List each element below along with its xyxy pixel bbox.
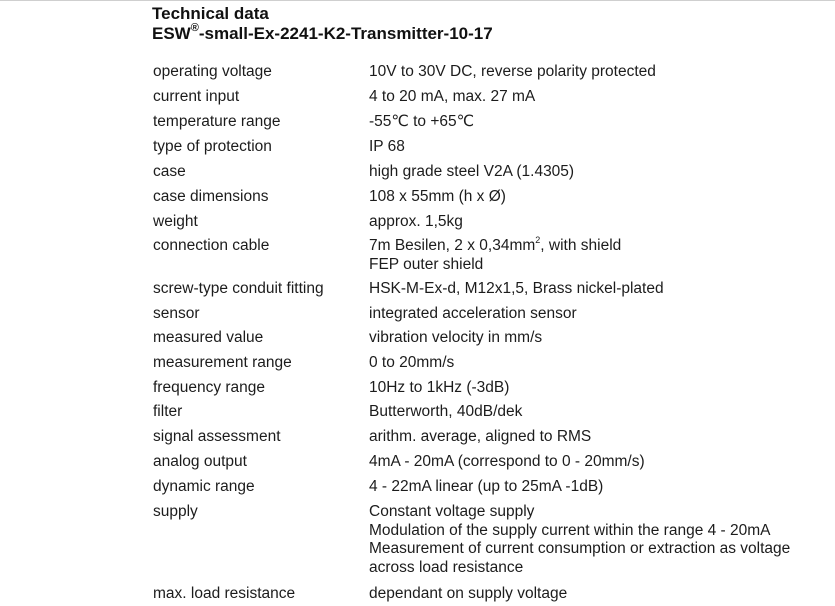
spec-value: integrated acceleration sensor [369,305,577,322]
spec-value-line: across load resistance [369,558,524,576]
spec-value: 10Hz to 1kHz (-3dB) [369,379,510,396]
spec-label: weight [153,213,198,230]
spec-value-line: Measurement of current consumption or extraction as voltage [369,540,791,557]
spec-value: 4mA - 20mA (correspond to 0 - 20mm/s) [369,453,645,470]
spec-label: sensor [153,305,200,322]
product-name [152,24,493,44]
spec-value: HSK-M-Ex-d, M12x1,5, Brass nickel-plated [369,280,664,297]
squared-mark: 2 [535,234,541,245]
spec-label: temperature range [153,113,281,130]
spec-value [369,234,622,274]
spec-value-line [369,234,622,256]
spec-value-part: , with shield [540,237,622,254]
spec-value [369,503,790,577]
spec-value: IP 68 [369,138,405,155]
spec-value-part: 7m Besilen, 2 x 0,34mm [369,237,536,254]
spec-label: type of protection [153,138,272,155]
spec-label: frequency range [153,379,266,396]
spec-value: high grade steel V2A (1.4305) [369,163,575,180]
spec-label: supply [153,503,198,520]
product-name-rest: -small-Ex-2241-K2-Transmitter-10-17 [198,24,493,43]
spec-value: 4 to 20 mA, max. 27 mA [369,88,536,105]
spec-label: max. load resistance [153,585,296,602]
spec-label: current input [153,88,240,105]
spec-label: operating voltage [153,63,272,80]
spec-label: dynamic range [153,478,255,495]
spec-value: approx. 1,5kg [369,213,463,230]
spec-value-line: Modulation of the supply current within the range 4 - 20mA [369,521,771,539]
spec-value: 10V to 30V DC, reverse polarity protected [369,63,656,80]
spec-value: vibration velocity in mm/s [369,329,543,346]
spec-value: 108 x 55mm (h x Ø) [369,188,506,205]
spec-value-line: FEP outer shield [369,255,484,273]
spec-value: dependant on supply voltage [369,585,568,602]
spec-label: analog output [153,453,247,470]
spec-value: 0 to 20mm/s [369,354,455,371]
spec-label: filter [153,403,183,420]
spec-value: -55℃ to +65℃ [369,113,475,130]
top-rule [0,0,835,1]
spec-value: 4 - 22mA linear (up to 25mA -1dB) [369,478,604,495]
spec-value: arithm. average, aligned to RMS [369,428,592,445]
product-name-main: ESW [152,24,191,43]
spec-value-line: Constant voltage supply [369,503,535,520]
document-title: Technical data [152,4,269,23]
spec-label: case [153,163,186,180]
spec-label: signal assessment [153,428,281,445]
spec-value: Butterworth, 40dB/dek [369,403,523,420]
spec-label: connection cable [153,237,270,254]
spec-label: case dimensions [153,188,269,205]
spec-label: screw-type conduit fitting [153,280,324,297]
registered-mark: ® [190,22,199,35]
spec-label: measured value [153,329,264,346]
spec-label: measurement range [153,354,292,371]
